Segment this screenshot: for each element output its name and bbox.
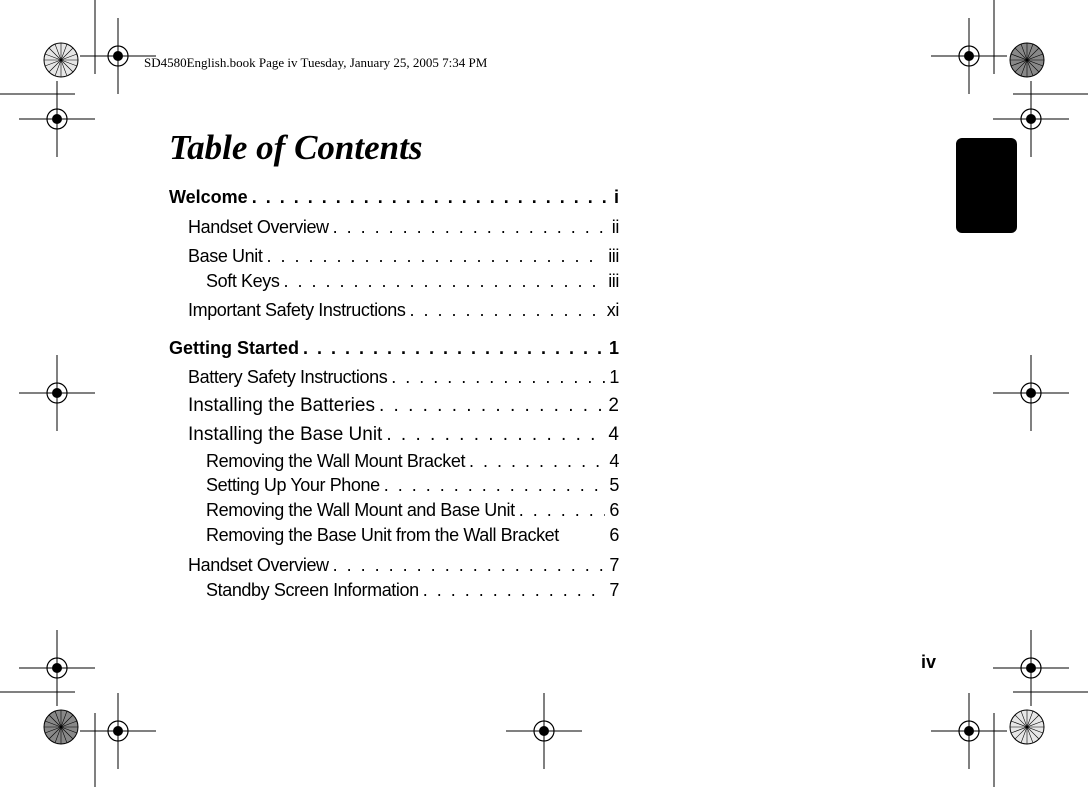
toc-label: Handset Overview bbox=[188, 217, 329, 237]
toc-page: 2 bbox=[608, 395, 619, 416]
toc-label: Setting Up Your Phone bbox=[206, 475, 380, 495]
toc-label: Battery Safety Instructions bbox=[188, 367, 388, 387]
toc-label: Installing the Batteries bbox=[188, 395, 375, 416]
toc-page: 6 bbox=[609, 500, 619, 520]
toc-page: 7 bbox=[609, 555, 619, 575]
toc-page: 5 bbox=[609, 475, 619, 495]
toc-page: i bbox=[613, 187, 619, 207]
toc-label: Installing the Base Unit bbox=[188, 424, 383, 445]
toc-label: Important Safety Instructions bbox=[188, 300, 406, 320]
toc-page: iii bbox=[608, 246, 619, 266]
page-number: iv bbox=[921, 652, 937, 672]
toc-page: 7 bbox=[609, 580, 619, 600]
toc-label: Welcome bbox=[169, 187, 248, 207]
toc-page: 1 bbox=[608, 338, 619, 358]
toc-label: Handset Overview bbox=[188, 555, 329, 575]
toc-label: Soft Keys bbox=[206, 271, 280, 291]
toc-page: xi bbox=[606, 300, 619, 320]
toc-label: Removing the Base Unit from the Wall Bracket bbox=[206, 525, 559, 545]
toc-page: 4 bbox=[609, 451, 619, 471]
toc-label: Removing the Wall Mount Bracket bbox=[206, 451, 466, 471]
toc-page: iii bbox=[608, 271, 619, 291]
toc-page: 6 bbox=[609, 525, 619, 545]
toc-label: Base Unit bbox=[188, 246, 263, 266]
toc-page: 1 bbox=[609, 367, 619, 387]
toc-page: ii bbox=[611, 217, 619, 237]
toc-label: Removing the Wall Mount and Base Unit bbox=[206, 500, 515, 520]
print-header: SD4580English.book Page iv Tuesday, January 25, 2005 7:34 PM bbox=[144, 55, 488, 70]
toc-label: Standby Screen Information bbox=[206, 580, 419, 600]
page-title: Table of Contents bbox=[169, 128, 423, 167]
toc-label: Getting Started bbox=[169, 338, 300, 358]
toc-page: 4 bbox=[608, 424, 619, 445]
